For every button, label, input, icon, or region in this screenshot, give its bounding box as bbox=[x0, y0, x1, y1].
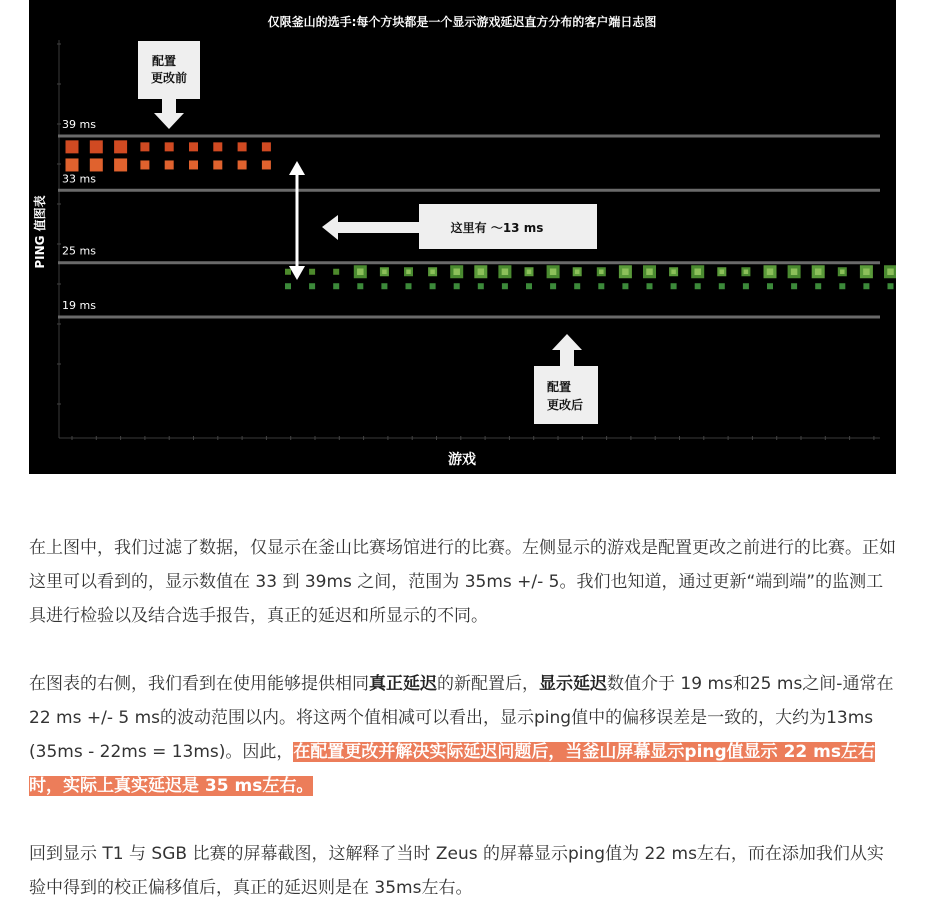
data-point-after-3-15 bbox=[647, 283, 653, 289]
data-point-after-3-9 bbox=[502, 283, 508, 289]
before-change-label-line2: 更改前 bbox=[150, 71, 188, 85]
data-point-after-3-10 bbox=[526, 283, 532, 289]
data-point-before-1-7 bbox=[238, 160, 247, 169]
p2-text-e: 数值介于 19 ms和25 ms之间-通常在22 ms +/- 5 ms的波动范围以内。将这两个值相减可以看出，显示ping值中的偏移误差是一致的，大约为13ms (35ms - 22ms = 13ms)。因此， bbox=[29, 674, 894, 762]
data-point-after-3-2 bbox=[333, 283, 339, 289]
ping-histogram-chart bbox=[29, 0, 896, 474]
data-point-before-1-8 bbox=[262, 160, 271, 169]
data-point-after-3-18 bbox=[719, 283, 725, 289]
down-arrow-icon bbox=[154, 99, 184, 129]
data-point-texture-2-10 bbox=[527, 270, 532, 275]
data-point-after-3-24 bbox=[863, 283, 869, 289]
data-point-before-1-6 bbox=[213, 160, 222, 169]
p2-bold-true-latency: 真正延迟 bbox=[369, 674, 437, 694]
up-arrowhead-icon bbox=[289, 161, 305, 175]
data-point-after-3-20 bbox=[767, 283, 773, 289]
data-point-texture-2-4 bbox=[382, 270, 387, 275]
data-point-texture-2-3 bbox=[357, 269, 364, 276]
data-point-texture-2-6 bbox=[430, 270, 435, 275]
data-point-after-3-25 bbox=[888, 283, 894, 289]
data-point-after-3-13 bbox=[598, 283, 604, 289]
data-point-after-3-6 bbox=[430, 283, 436, 289]
after-change-label-line2: 更改后 bbox=[546, 398, 584, 412]
data-point-after-3-12 bbox=[574, 283, 580, 289]
after-change-box bbox=[534, 366, 598, 424]
reference-label-33: 33 ms bbox=[62, 172, 96, 186]
article-body bbox=[29, 531, 897, 633]
x-axis-label: 游戏 bbox=[448, 452, 476, 468]
delta-label: 这里有 ～13 ms bbox=[450, 221, 544, 235]
data-point-texture-2-17 bbox=[694, 269, 701, 276]
data-point-after-3-11 bbox=[550, 283, 556, 289]
data-point-before-0-0 bbox=[66, 140, 79, 153]
left-arrow-icon bbox=[322, 215, 419, 240]
paragraph-1: 在上图中，我们过滤了数据，仅显示在釜山比赛场馆进行的比赛。左侧显示的游戏是配置更改之前进行的比赛。正如这里可以看到的，显示数值在 33 到 39ms 之间，范围为 35ms +/- 5。我们也知道，通过更新“端到端”的监测工具进行检验以及结合选手报告，真正的延迟和所显示的不同。 bbox=[29, 538, 896, 626]
data-point-texture-2-12 bbox=[575, 270, 580, 275]
data-point-texture-2-16 bbox=[671, 270, 676, 275]
data-point-after-3-3 bbox=[357, 283, 363, 289]
p2-highlight: 在配置更改并解决实际延迟问题后，当釜山屏幕显示ping值显示 22 ms左右时，实际上真实延迟是 35 ms左右。 bbox=[29, 742, 875, 796]
data-point-texture-2-14 bbox=[622, 269, 629, 276]
data-point-before-0-4 bbox=[165, 142, 174, 151]
data-point-before-1-4 bbox=[165, 160, 174, 169]
data-point-after-2-0 bbox=[285, 269, 291, 275]
data-point-texture-2-5 bbox=[406, 270, 411, 275]
before-change-box bbox=[138, 41, 200, 99]
data-point-after-3-5 bbox=[406, 283, 412, 289]
paragraph-2 bbox=[29, 667, 897, 803]
data-point-before-1-2 bbox=[114, 158, 127, 171]
data-point-texture-2-25 bbox=[887, 269, 894, 276]
data-point-before-1-5 bbox=[189, 160, 198, 169]
before-change-label-line1: 配置 bbox=[151, 54, 177, 68]
data-point-texture-2-9 bbox=[502, 269, 509, 276]
data-point-texture-2-15 bbox=[646, 269, 653, 276]
data-point-after-3-8 bbox=[478, 283, 484, 289]
data-point-before-0-2 bbox=[114, 140, 127, 153]
data-point-before-0-7 bbox=[238, 142, 247, 151]
data-point-texture-2-18 bbox=[720, 270, 725, 275]
after-change-label-line1: 配置 bbox=[546, 380, 572, 394]
data-point-texture-2-7 bbox=[453, 269, 460, 276]
data-point-texture-2-8 bbox=[478, 269, 485, 276]
data-point-before-0-6 bbox=[213, 142, 222, 151]
data-point-before-0-5 bbox=[189, 142, 198, 151]
data-point-texture-2-20 bbox=[767, 269, 774, 276]
y-axis-label: PING 值图表 bbox=[33, 195, 47, 269]
data-point-after-3-0 bbox=[285, 283, 291, 289]
data-point-before-1-3 bbox=[140, 160, 149, 169]
data-point-before-1-0 bbox=[66, 158, 79, 171]
data-point-texture-2-21 bbox=[791, 269, 798, 276]
data-point-before-0-8 bbox=[262, 142, 271, 151]
article-paragraph-2 bbox=[29, 667, 897, 803]
data-point-after-3-7 bbox=[454, 283, 460, 289]
data-point-before-0-3 bbox=[140, 142, 149, 151]
data-point-texture-2-24 bbox=[863, 269, 870, 276]
data-point-after-3-1 bbox=[309, 283, 315, 289]
data-point-before-0-1 bbox=[90, 140, 103, 153]
data-point-after-3-4 bbox=[381, 283, 387, 289]
data-point-before-1-1 bbox=[90, 158, 103, 171]
after-change-callout bbox=[534, 334, 598, 424]
before-change-callout bbox=[138, 41, 200, 129]
data-point-after-2-2 bbox=[333, 269, 339, 275]
reference-label-39: 39 ms bbox=[62, 118, 96, 131]
reference-label-19: 19 ms bbox=[62, 299, 96, 312]
data-point-after-3-16 bbox=[671, 283, 677, 289]
p2-text-a: 在图表的右侧，我们看到在使用能够提供相同 bbox=[29, 674, 369, 694]
p2-text-c: 的新配置后， bbox=[437, 674, 539, 694]
data-point-texture-2-23 bbox=[840, 270, 845, 275]
data-point-texture-2-19 bbox=[744, 270, 749, 275]
data-point-after-3-14 bbox=[622, 283, 628, 289]
reference-label-25: 25 ms bbox=[62, 244, 96, 258]
data-point-texture-2-11 bbox=[550, 269, 557, 276]
data-point-after-2-1 bbox=[309, 269, 315, 275]
data-point-texture-2-13 bbox=[599, 270, 604, 275]
data-point-after-3-21 bbox=[791, 283, 797, 289]
data-point-texture-2-22 bbox=[815, 269, 822, 276]
chart-title: 仅限釜山的选手:每个方块都是一个显示游戏延迟直方分布的客户端日志图 bbox=[267, 15, 657, 29]
up-arrow-icon bbox=[552, 334, 582, 366]
data-point-after-3-22 bbox=[815, 283, 821, 289]
down-arrowhead-icon bbox=[289, 266, 305, 280]
p2-bold-display-latency: 显示延迟 bbox=[539, 674, 607, 694]
data-point-after-3-19 bbox=[743, 283, 749, 289]
data-point-after-3-17 bbox=[695, 283, 701, 289]
data-point-after-3-23 bbox=[839, 283, 845, 289]
paragraph-3: 回到显示 T1 与 SGB 比赛的屏幕截图，这解释了当时 Zeus 的屏幕显示ping值为 22 ms左右，而在添加我们从实验中得到的校正偏移值后，真正的延迟则是在 35ms左右。 bbox=[29, 844, 884, 898]
article-paragraph-3 bbox=[29, 837, 897, 905]
chart-panel bbox=[29, 0, 896, 474]
